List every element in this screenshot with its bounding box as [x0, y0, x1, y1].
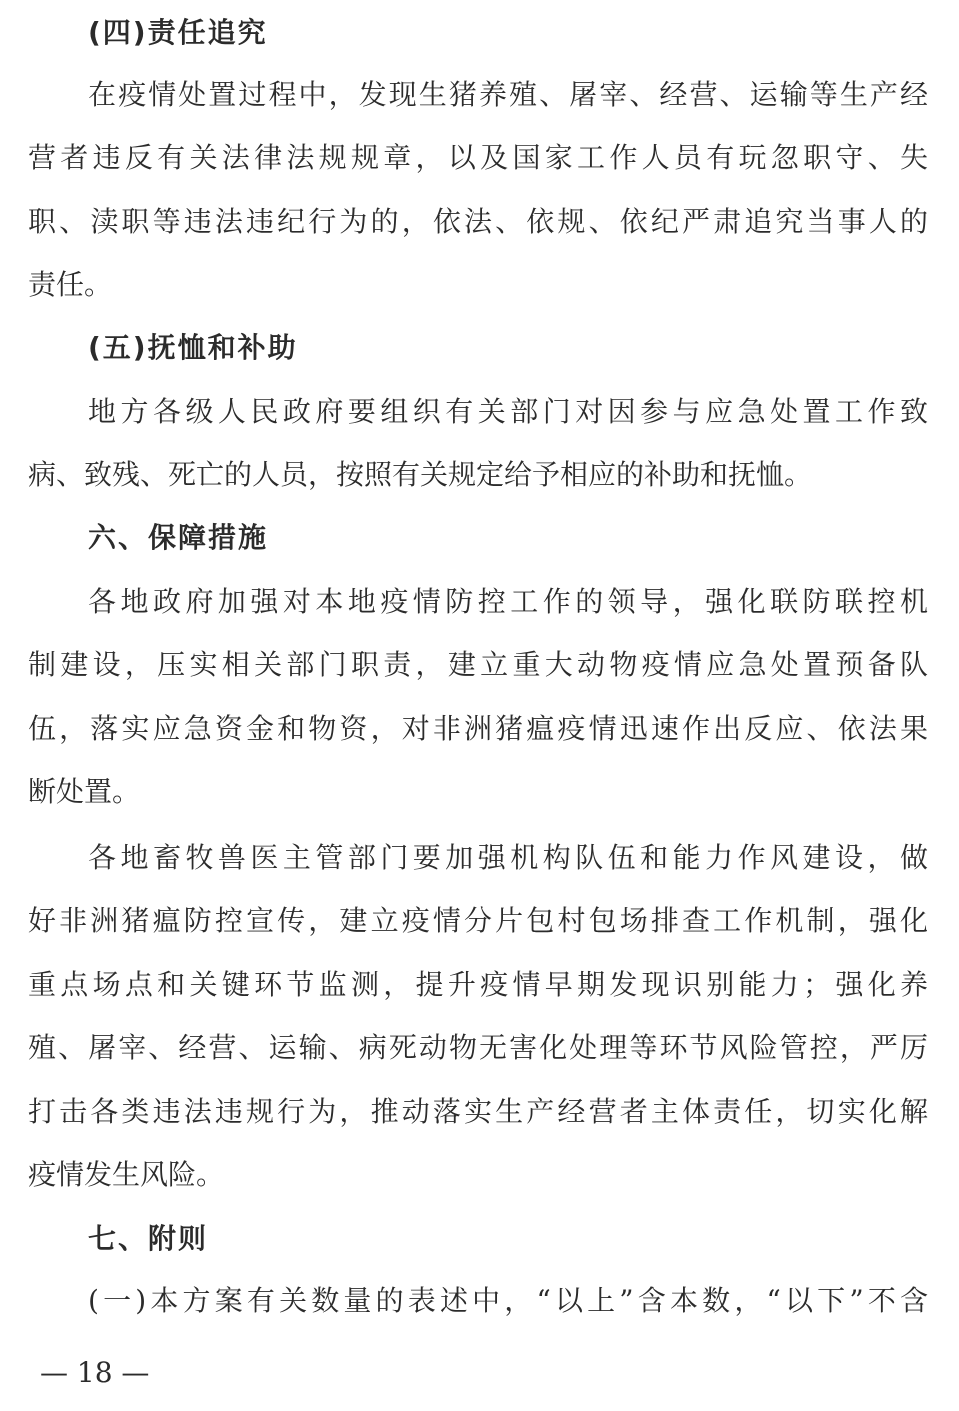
paragraph-line: 责任。: [28, 268, 113, 301]
section-heading: (四)责任追究: [88, 16, 268, 49]
section-heading: 七、附则: [88, 1222, 209, 1255]
paragraph-line: 职、渎职等违法违纪行为的，依法、依规、依纪严肃追究当事人的: [28, 205, 928, 238]
paragraph-line: 疫情发生风险。: [28, 1158, 225, 1191]
section-heading: 六、保障措施: [88, 521, 269, 554]
paragraph-line: 地方各级人民政府要组织有关部门对因参与应急处置工作致: [88, 395, 928, 428]
paragraph-line: 在疫情处置过程中，发现生猪养殖、屠宰、经营、运输等生产经: [88, 78, 928, 111]
paragraph-line: 制建设，压实相关部门职责，建立重大动物疫情应急处置预备队: [28, 648, 928, 681]
paragraph-line: 断处置。: [28, 775, 141, 808]
paragraph-line: (一)本方案有关数量的表述中，“以上”含本数，“以下”不含: [88, 1284, 928, 1317]
page-number: — 18 —: [40, 1356, 150, 1389]
paragraph-line: 重点场点和关键环节监测，提升疫情早期发现识别能力；强化养: [28, 968, 928, 1001]
paragraph-line: 各地政府加强对本地疫情防控工作的领导，强化联防联控机: [88, 585, 928, 618]
section-heading: (五)抚恤和补助: [88, 331, 298, 364]
paragraph-line: 伍，落实应急资金和物资，对非洲猪瘟疫情迅速作出反应、依法果: [28, 712, 928, 745]
paragraph-line: 病、致残、死亡的人员，按照有关规定给予相应的补助和抚恤。: [28, 458, 813, 491]
paragraph-line: 营者违反有关法律法规规章，以及国家工作人员有玩忽职守、失: [28, 141, 928, 174]
paragraph-line: 各地畜牧兽医主管部门要加强机构队伍和能力作风建设，做: [88, 841, 928, 874]
paragraph-line: 打击各类违法违规行为，推动落实生产经营者主体责任，切实化解: [28, 1095, 928, 1128]
paragraph-line: 好非洲猪瘟防控宣传，建立疫情分片包村包场排查工作机制，强化: [28, 904, 928, 937]
paragraph-line: 殖、屠宰、经营、运输、病死动物无害化处理等环节风险管控，严厉: [28, 1031, 928, 1064]
